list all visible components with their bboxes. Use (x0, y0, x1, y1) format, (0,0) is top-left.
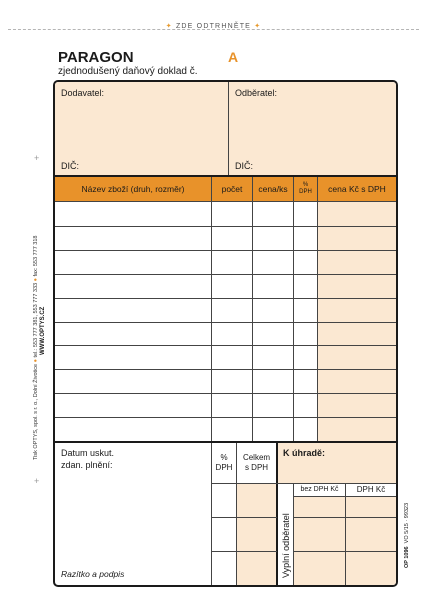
header-vat-percent-sub: DPH (299, 189, 312, 195)
total-column-fill (237, 483, 276, 585)
footer-vat-percent-header (212, 443, 236, 483)
column-divider (252, 177, 253, 441)
document-subtitle: zjednodušený daňový doklad č. (58, 66, 198, 77)
printer-name: Tisk OPTYS, spol. s r. o., Dolní Životice (33, 363, 39, 460)
table-row (55, 322, 396, 323)
plus-mark-icon: + (34, 153, 40, 163)
footer-total-line1: Celkem (242, 453, 271, 463)
header-product-name: Název zboží (druh, rozměr) (81, 183, 185, 194)
product-ref: VO 5/15 · 99323 (404, 502, 410, 544)
filled-by-customer-label: Vyplní odběratel (281, 513, 291, 578)
column-divider (293, 177, 294, 441)
column-divider (211, 177, 212, 441)
product-code: OP 1096 (404, 546, 410, 568)
payment-label: K úhradě: (283, 448, 326, 458)
series-letter: A (228, 49, 239, 65)
printer-phone: tel.: 553 777 381, 553 777 333 (33, 282, 39, 358)
table-row (55, 226, 396, 227)
table-row (55, 250, 396, 251)
table-row (55, 393, 396, 394)
header-vat-percent-sign: % (302, 181, 309, 188)
table-row (55, 369, 396, 370)
table-row (55, 345, 396, 346)
party-block (55, 82, 396, 175)
footer-row-line (294, 496, 396, 497)
date-label-line1: Datum uskut. (61, 448, 115, 458)
table-row (55, 274, 396, 275)
header-vat-percent (294, 177, 317, 201)
invoice-form (53, 80, 398, 587)
date-label-line2: zdan. plnění: (61, 460, 113, 470)
header-count: počet (221, 183, 243, 194)
printer-info: Tisk OPTYS, spol. s r. o., Dolní Životice ● tel.: 553 777 381, 553 777 333 ● fax: 553 777 318 (33, 235, 39, 460)
header-price-with-vat: cena Kč s DPH (328, 183, 386, 194)
footer-row-line (294, 551, 396, 552)
footer-row-line (211, 551, 277, 552)
footer-total-line2: s DPH (244, 463, 269, 472)
footer-row-line (211, 483, 396, 484)
tear-off-label (0, 22, 427, 30)
customer-dic-label: DIČ: (235, 161, 253, 171)
customer-label: Odběratel: (235, 88, 278, 98)
printer-fax: fax: 553 777 318 (33, 235, 39, 277)
footer-total-header (237, 443, 276, 483)
product-code-block (404, 503, 410, 568)
document-title: PARAGON (58, 49, 134, 66)
footer-vat-percent-sign: % (220, 453, 228, 463)
footer-vat-percent-sub: DPH (215, 463, 233, 472)
col-without-vat-label: bez DPH Kč (300, 486, 339, 493)
col-vat-label: DPH Kč (356, 485, 386, 494)
supplier-dic-label: DIČ: (61, 161, 79, 171)
printer-website: WWW.OPTYS.CZ (40, 306, 46, 355)
star-icon: ✦ (165, 23, 173, 30)
stamp-label: Razítko a podpis (61, 569, 125, 579)
table-row (55, 417, 396, 418)
footer-row-line (294, 517, 396, 518)
star-icon: ✦ (254, 23, 262, 30)
supplier-label: Dodavatel: (61, 88, 105, 98)
plus-mark-icon: + (34, 476, 40, 486)
cut-label-text: ZDE ODTRHNĚTE (175, 23, 252, 30)
footer-row-line (211, 517, 277, 518)
column-divider (317, 177, 318, 441)
table-row (55, 298, 396, 299)
header-unit-price: cena/ks (258, 183, 288, 194)
footer-divider (345, 483, 346, 585)
party-divider (228, 82, 229, 175)
